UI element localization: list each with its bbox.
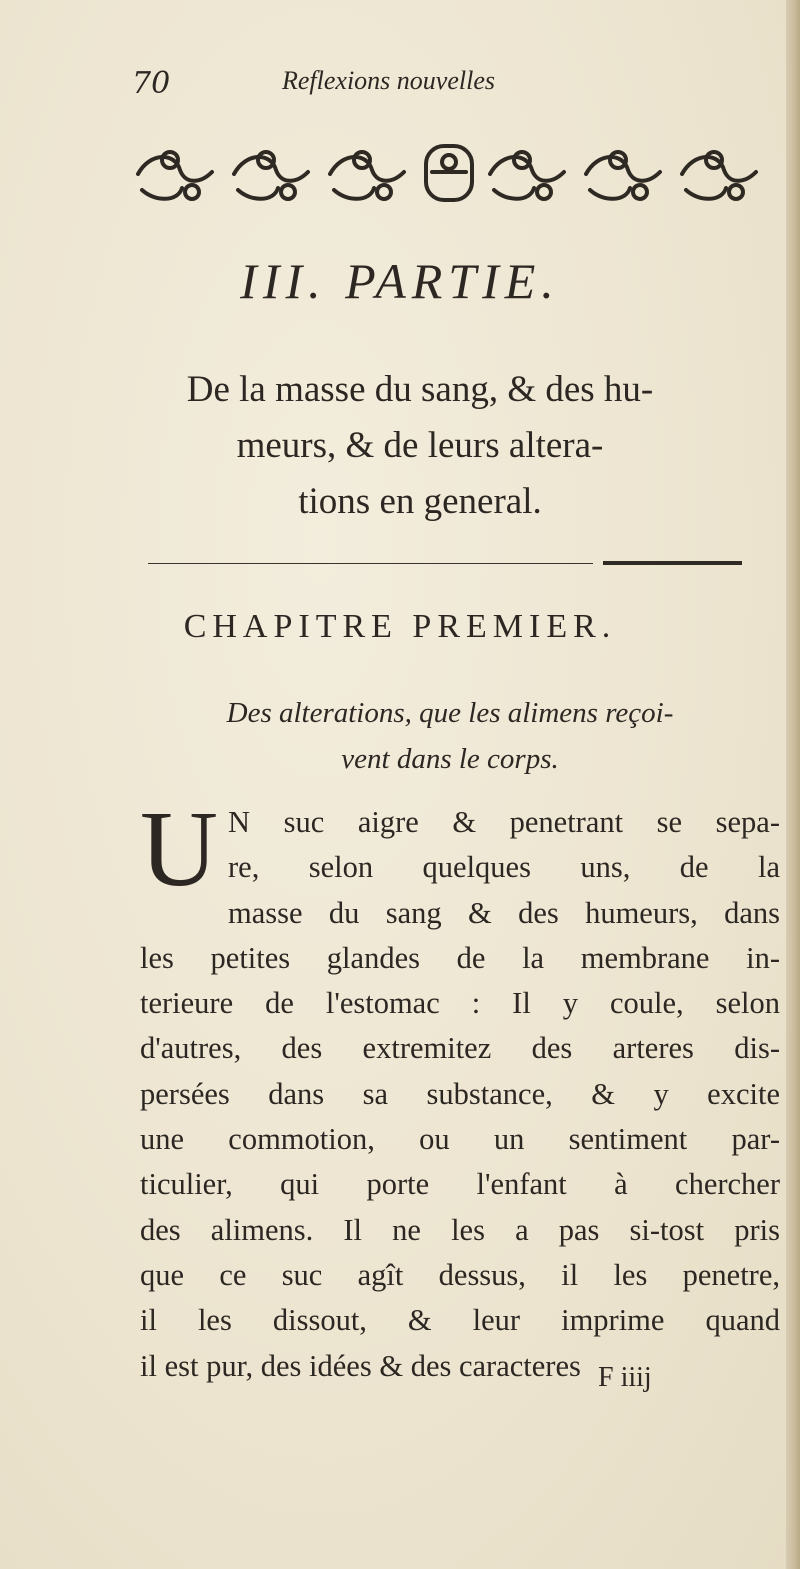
page-number: 70 — [132, 66, 171, 101]
chapter-subtitle-line: vent dans le corps. — [341, 743, 559, 775]
chapter-subtitle-line: Des alterations, que les alimens reçoi- — [226, 697, 674, 729]
chapter-title — [0, 608, 800, 646]
text-line: il les dissout, & leur imprime quand — [140, 1303, 780, 1338]
text-line: il est pur, des idées & des caracteres — [140, 1348, 581, 1383]
page-edge — [786, 0, 800, 1569]
section-title-line: meurs, & de leurs altera- — [236, 425, 604, 466]
text-line: que ce suc agît dessus, il les penetre, — [140, 1257, 780, 1292]
drop-cap: U — [140, 790, 218, 909]
running-head — [132, 66, 652, 106]
text-line: une commotion, ou un sentiment par- — [140, 1122, 780, 1157]
chapter-title-text: CHAPITRE PREMIER. — [183, 608, 617, 645]
text-line: les petites glandes de la membrane in- — [140, 940, 780, 975]
text-line: masse du sang & des humeurs, dans — [228, 895, 780, 930]
chapter-subtitle — [130, 690, 770, 782]
section-title — [120, 362, 720, 530]
text-line: d'autres, des extremitez des arteres dis- — [140, 1031, 780, 1066]
divider-thin — [148, 563, 593, 564]
text-line: terieure de l'estomac : Il y coule, selon — [140, 986, 780, 1021]
ornament-band — [130, 132, 770, 214]
section-title-line: tions en general. — [298, 481, 542, 522]
section-title-line: De la masse du sang, & des hu- — [186, 369, 654, 410]
running-title: Reflexions nouvelles — [282, 66, 495, 95]
part-title: III. PARTIE. — [240, 253, 560, 309]
text-line: re, selon quelques uns, de la — [228, 850, 780, 885]
ornament-unit — [138, 152, 212, 199]
body-text — [140, 790, 780, 1389]
text-line: des alimens. Il ne les a pas si-tost pris — [140, 1212, 780, 1247]
text-line: N suc aigre & penetrant se sepa- — [228, 805, 780, 839]
text-line: ticulier, qui porte l'enfant à chercher — [140, 1167, 780, 1202]
divider-rule — [148, 560, 742, 568]
text-line: persées dans sa substance, & y excite — [140, 1076, 780, 1111]
divider-thick — [603, 561, 742, 565]
signature-mark: F iiij — [598, 1362, 652, 1393]
